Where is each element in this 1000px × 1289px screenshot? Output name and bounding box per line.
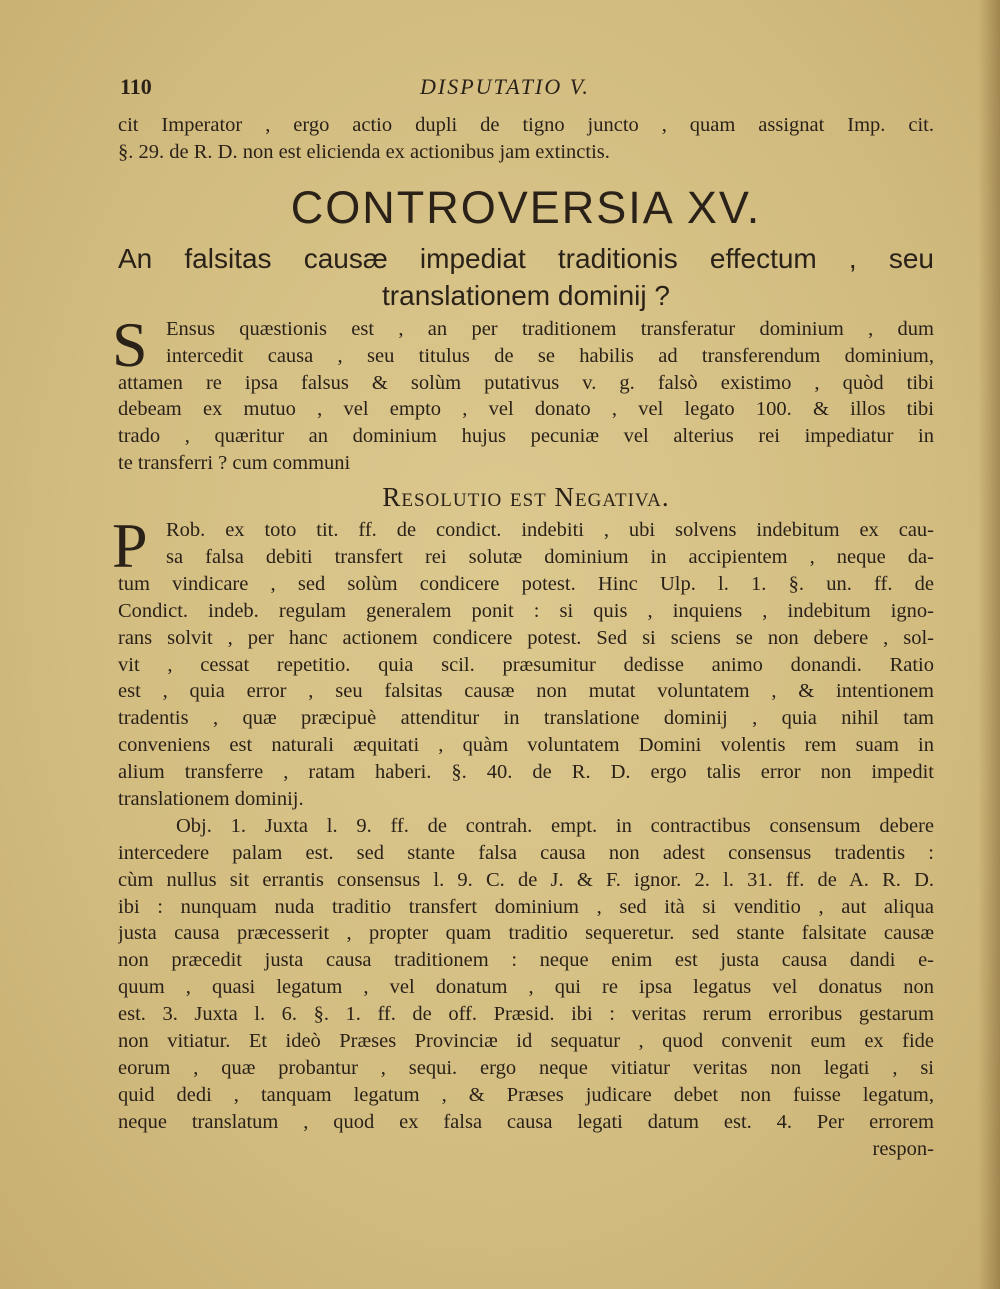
drop-cap: S [112, 308, 148, 380]
text-line: cit Imperator , ergo actio dupli de tigno juncto , quam assignat Imp. cit. [118, 114, 934, 136]
text-line: intercedere palam est. sed stante falsa causa non adest consensus tradentis : [118, 841, 934, 864]
text-line: rans solvit , per hanc actionem condicere potest. Sed si sciens se non debere , sol- [118, 626, 934, 649]
text-line: §. 29. de R. D. non est elicienda ex actionibus jam extinctis. [118, 140, 610, 163]
page-number: 110 [120, 74, 152, 99]
text-line: est , quia error , seu falsitas causæ non mutat voluntatem , & intentionem [118, 680, 934, 703]
text-line: alium transferre , ratam haberi. §. 40. de R. D. ergo talis error non impedit [118, 761, 934, 784]
controversy-title: CONTROVERSIA XV. [290, 181, 762, 233]
text-line: vit , cessat repetitio. quia scil. præsumitur dedisse animo donandi. Ratio [118, 653, 934, 676]
text-line: tum vindicare , sed solùm condicere potest. Hinc Ulp. l. 1. §. un. ff. de [118, 572, 934, 595]
running-header [118, 72, 934, 112]
text-line: attamen re ipsa falsus & solùm putativus v. g. falsò existimo , quòd tibi [118, 371, 934, 394]
text-line: Obj. 1. Juxta l. 9. ff. de contrah. empt. in contractibus consensum debere [176, 814, 934, 837]
text-line: trado , quæritur an dominium hujus pecuniæ vel alterius rei impediatur in [118, 425, 934, 448]
text-line: sa falsa debiti transfert rei solutæ dominium in accipientem , neque da- [166, 546, 934, 569]
text-line: translationem dominij. [118, 788, 304, 811]
text-line: quid dedi , tanquam legatum , & Præses judicare debet non fuisse legatum, [118, 1083, 934, 1106]
text-line: conveniens est naturali æquitati , quàm voluntatem Domini volentis rem suam in [118, 734, 934, 757]
text-line: neque translatum , quod ex falsa causa legati datum est. 4. Per errorem [118, 1110, 934, 1133]
text-line: Condict. indeb. regulam generalem ponit : si quis , inquiens , indebitum igno- [118, 599, 934, 622]
text-line: quum , quasi legatum , vel donatum , qui re ipsa legatus vel donatus non [118, 976, 934, 999]
question-line: An falsitas causæ impediat traditionis effectum , seu [118, 242, 934, 274]
proof-paragraph [112, 510, 934, 813]
text-line: debeam ex mutuo , vel empto , vel donato , vel legato 100. & illos tibi [118, 398, 934, 421]
text-line: Ensus quæstionis est , an per traditionem transferatur dominium , dum [166, 317, 934, 340]
catchword: respon- [872, 1137, 934, 1160]
text-line: cùm nullus sit errantis consensus l. 9. C. de J. & F. ignor. 2. l. 31. ff. de A. R. D. [118, 868, 934, 891]
binding-gutter-shadow [978, 0, 1000, 1289]
running-title: DISPUTATIO V. [420, 74, 590, 99]
question-line: translationem dominij ? [382, 279, 670, 311]
text-line: eorum , quæ probantur , sequi. ergo neque vitiatur veritas non legati , si [118, 1056, 934, 1079]
text-line: est. 3. Juxta l. 6. §. 1. ff. de off. Præsid. ibi : veritas rerum erroribus gestarum [118, 1003, 934, 1026]
text-line: non vitiatur. Et ideò Præses Provinciæ id sequatur , quod convenit eum ex fide [118, 1030, 934, 1053]
text-line: Rob. ex toto tit. ff. de condict. indebiti , ubi solvens indebitum ex cau- [166, 519, 934, 542]
text-line: justa causa præcesserit , propter quam traditio sequeretur. sed stante falsitate causæ [118, 922, 934, 945]
sense-paragraph [112, 308, 934, 477]
drop-cap: P [112, 510, 148, 582]
resolution-heading: Resolutio est Negativa. [382, 482, 670, 513]
controversy-question [118, 240, 934, 314]
text-line: intercedit causa , seu titulus de se habilis ad transferendum dominium, [166, 344, 934, 367]
text-line: tradentis , quæ præcipuè attenditur in translatione dominij , quia nihil tam [118, 707, 934, 730]
objections-paragraph [118, 813, 934, 1163]
text-line: te transferri ? cum communi [118, 452, 351, 475]
text-line: ibi : nunquam nuda traditio transfert dominium , sed ità si venditio , aut aliqua [118, 895, 934, 918]
text-line: non præcedit justa causa traditionem : neque enim est justa causa dandi e- [118, 949, 934, 972]
carryover-text [118, 112, 934, 166]
